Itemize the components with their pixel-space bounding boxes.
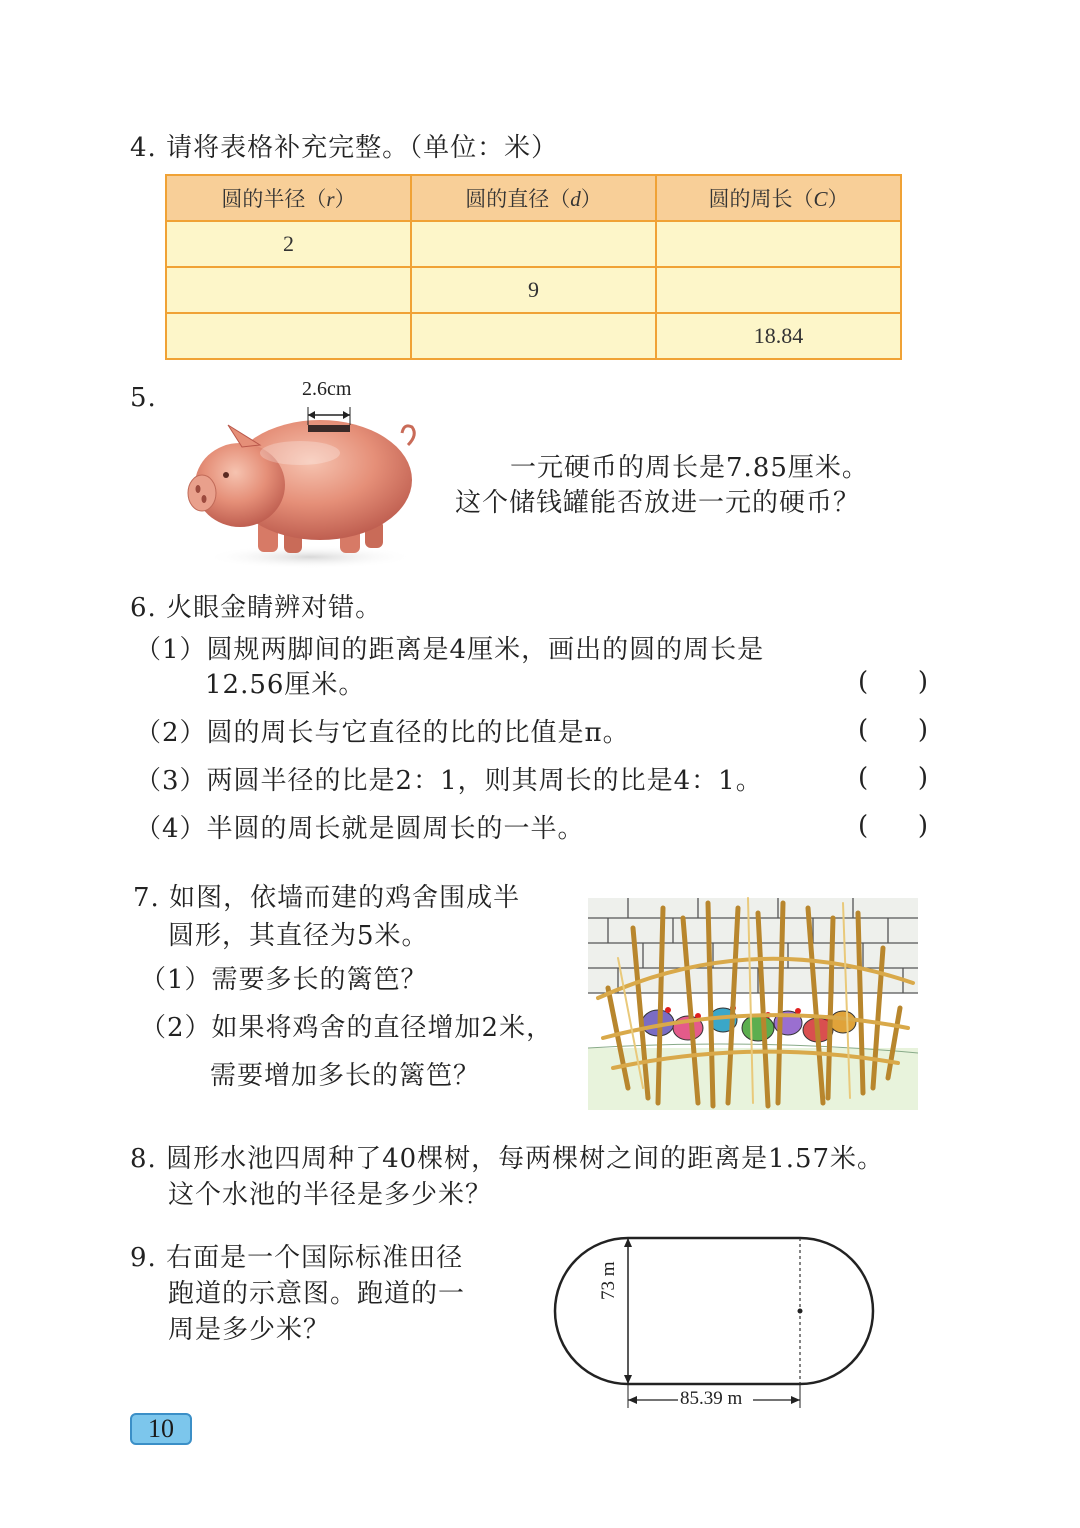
q7-sub2-cont: 需要增加多长的篱笆？: [210, 1061, 481, 1091]
q9-line3: 周是多少米？: [168, 1315, 331, 1345]
answer-blank[interactable]: ( ): [858, 715, 928, 745]
q4-title: 4. 请将表格补充完整。（单位：米）: [130, 133, 559, 163]
table-cell[interactable]: 2: [166, 221, 411, 267]
q8-line1: 8. 圆形水池四周种了40棵树，每两棵树之间的距离是1.57米。: [130, 1144, 885, 1174]
table-cell[interactable]: [656, 267, 901, 313]
q7-line1: 7. 如图，依墙而建的鸡舍围成半: [133, 883, 521, 913]
q9-line2: 跑道的示意图。跑道的一: [168, 1279, 466, 1309]
header-diameter: 圆的直径（d）: [411, 175, 656, 221]
piggy-bank-image: [180, 375, 420, 570]
q6-item-2: （2）圆的周长与它直径的比的比值是π。: [135, 718, 630, 748]
q6-item-4: （4）半圆的周长就是圆周长的一半。: [135, 814, 585, 844]
q6-title: 6. 火眼金睛辨对错。: [130, 593, 383, 623]
header-circumference: 圆的周长（C）: [656, 175, 901, 221]
q5-line2: 这个储钱罐能否放进一元的硬币？: [455, 488, 861, 518]
q7-line2: 圆形，其直径为5米。: [168, 921, 429, 951]
slot-width-label: 2.6cm: [302, 378, 352, 400]
table-cell[interactable]: [411, 313, 656, 359]
table-header-row: [166, 175, 901, 221]
q8-line2: 这个水池的半径是多少米？: [168, 1180, 493, 1210]
track-height-label: 73 m: [598, 1261, 619, 1300]
table-row: [166, 221, 901, 267]
answer-blank[interactable]: ( ): [858, 763, 928, 793]
chicken-coop-illustration: [588, 888, 918, 1110]
answer-blank[interactable]: ( ): [858, 667, 928, 697]
q6-item-1: （1）圆规两脚间的距离是4厘米，画出的圆的周长是: [135, 635, 765, 665]
table-cell[interactable]: 18.84: [656, 313, 901, 359]
q6-item-3: （3）两圆半径的比是2：1，则其周长的比是4：1。: [135, 766, 763, 796]
q4-table: [165, 174, 902, 360]
q6-item-1-cont: 12.56厘米。: [205, 670, 366, 700]
header-radius: 圆的半径（r）: [166, 175, 411, 221]
table-cell[interactable]: [656, 221, 901, 267]
page-number: 10: [130, 1413, 192, 1445]
q7-sub2: （2）如果将鸡舍的直径增加2米，: [140, 1013, 554, 1043]
q5-number: 5.: [130, 383, 157, 413]
table-cell[interactable]: [166, 267, 411, 313]
q5-line1: 一元硬币的周长是7.85厘米。: [510, 453, 869, 483]
table-row: [166, 267, 901, 313]
track-width-label: 85.39 m: [680, 1388, 743, 1409]
table-cell[interactable]: 9: [411, 267, 656, 313]
table-cell[interactable]: [166, 313, 411, 359]
table-cell[interactable]: [411, 221, 656, 267]
q9-line1: 9. 右面是一个国际标准田径: [130, 1243, 464, 1273]
answer-blank[interactable]: ( ): [858, 811, 928, 841]
table-row: [166, 313, 901, 359]
q7-sub1: （1）需要多长的篱笆？: [140, 965, 428, 995]
